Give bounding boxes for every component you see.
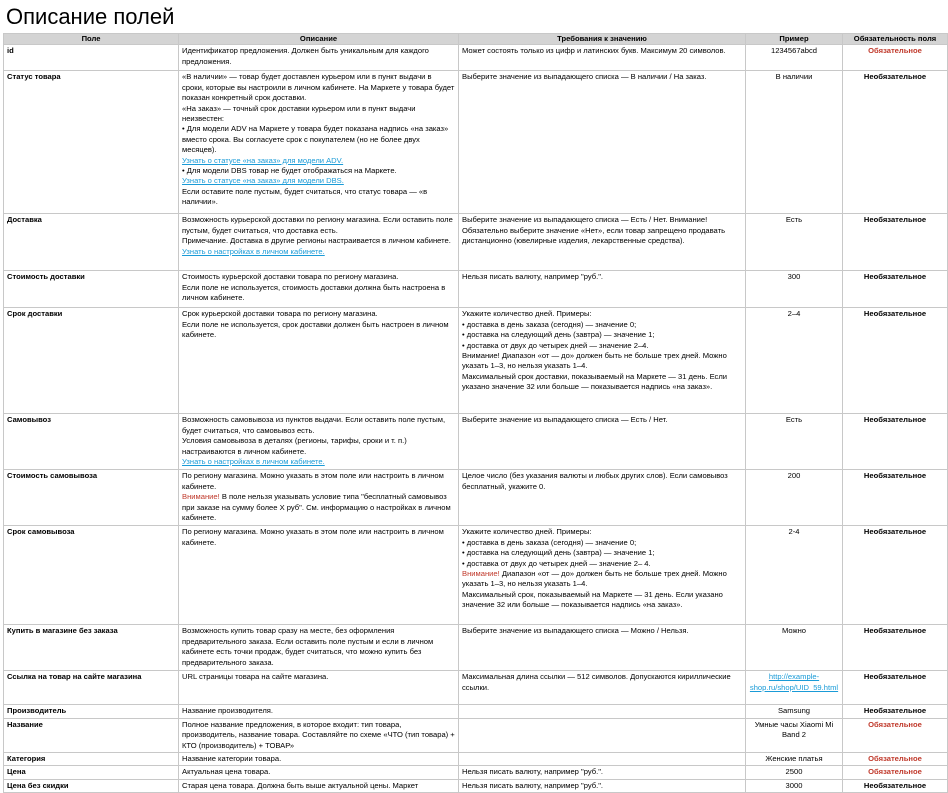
field-example: 2–4 (746, 308, 843, 414)
description-line: Внимание! В поле нельзя указывать условие типа "бесплатный самовывоз при заказе на сумму более Х руб". См. информацию о настройках в личном кабинете. (182, 492, 451, 523)
field-name: Стоимость самовывоза (4, 470, 179, 526)
description-line (182, 176, 455, 186)
field-description (179, 766, 459, 779)
field-example: Samsung (746, 705, 843, 718)
field-example: Умные часы Xiaomi Mi Band 2 (746, 718, 843, 752)
field-description (179, 705, 459, 718)
field-example: В наличии (746, 71, 843, 214)
requirement-line: Максимальный срок доставки, показываемый на Маркете — 31 день. Если указано значение 32 или больше — показывается надпись «на заказ». (462, 371, 728, 392)
requirement-line: Целое число (без указания валюты и любых других слов). Если самовывоз бесплатный, укажите 0. (462, 471, 728, 491)
field-obligation: Обязательное (843, 753, 948, 766)
description-line: «На заказ» — точный срок доставки курьером или в пункт выдачи неизвестен: (182, 103, 416, 124)
table-row (4, 718, 948, 752)
field-requirements (459, 705, 746, 718)
description-line: Если поле не используется, срок доставки должен быть настроен в личном кабинете. (182, 319, 449, 340)
requirement-line: Максимальный срок, показываемый на Маркете — 31 день. Если указано значение 32 или больше — показывается надпись «на заказ». (462, 589, 723, 610)
description-line (182, 457, 455, 467)
field-obligation: Необязательное (843, 671, 948, 705)
description-line: Если поле не используется, стоимость доставки должна быть настроена в личном кабинете. (182, 282, 446, 303)
field-description (179, 71, 459, 214)
field-obligation: Обязательное (843, 45, 948, 71)
requirement-line: • доставка на следующий день (завтра) — значение 1; (462, 330, 655, 340)
header-example: Пример (746, 34, 843, 45)
header-field: Поле (4, 34, 179, 45)
description-line: Возможность курьерской доставки по региону магазина. Если оставить поле пустым, будет считаться, что доставка есть. (182, 215, 453, 235)
field-obligation: Необязательное (843, 214, 948, 271)
field-obligation: Необязательное (843, 271, 948, 308)
table-row (4, 308, 948, 414)
field-example: Есть (746, 214, 843, 271)
field-obligation: Необязательное (843, 779, 948, 792)
requirement-line: Выберите значение из выпадающего списка — Есть / Нет. (462, 415, 668, 425)
field-description (179, 671, 459, 705)
field-example: 2-4 (746, 526, 843, 625)
table-row (4, 71, 948, 214)
field-name: Цена без скидки (4, 779, 179, 792)
warning-label: Внимание! (182, 492, 220, 502)
description-line: Если оставите поле пустым, будет считаться, что статус товара — «в наличии». (182, 186, 428, 207)
field-requirements (459, 753, 746, 766)
field-name: Срок доставки (4, 308, 179, 414)
field-requirements (459, 71, 746, 214)
field-requirements (459, 766, 746, 779)
description-line: • Для модели DBS товар не будет отображаться на Маркете. (182, 166, 397, 176)
field-description (179, 753, 459, 766)
description-line: • Для модели ADV на Маркете у товара будет показана надпись «на заказ» вместо срока. Вы согласуете срок с покупателем (но не более двух месяцев). (182, 124, 449, 155)
table-row (4, 414, 948, 470)
field-description (179, 414, 459, 470)
requirement-line: Может состоять только из цифр и латинских букв. Максимум 20 символов. (462, 46, 726, 56)
field-name: Цена (4, 766, 179, 779)
field-name: Доставка (4, 214, 179, 271)
field-name: Категория (4, 753, 179, 766)
description-line: Возможность купить товар сразу на месте, без оформления предварительного заказа. Если оставить поле пустым и если в личном кабинете есть точки продаж, будет считаться, что можно купить без предварительного заказа. (182, 626, 434, 667)
table-row (4, 271, 948, 308)
description-line: URL страницы товара на сайте магазина. (182, 672, 329, 682)
help-link[interactable]: Узнать о статусе «на заказ» для модели ADV. (182, 155, 344, 165)
field-requirements (459, 625, 746, 671)
description-line: Стоимость курьерской доставки товара по региону магазина. (182, 272, 399, 282)
table-row (4, 470, 948, 526)
description-line: Идентификатор предложения. Должен быть уникальным для каждого предложения. (182, 46, 429, 66)
field-name: Статус товара (4, 71, 179, 214)
field-description (179, 214, 459, 271)
field-requirements (459, 45, 746, 71)
table-row (4, 671, 948, 705)
field-name: Срок самовывоза (4, 526, 179, 625)
field-obligation: Необязательное (843, 308, 948, 414)
requirement-line: • доставка от двух до четырех дней — значение 2–4. (462, 340, 649, 350)
field-requirements (459, 671, 746, 705)
table-row (4, 705, 948, 718)
field-example: 1234567abcd (746, 45, 843, 71)
field-name: Самовывоз (4, 414, 179, 470)
field-obligation: Необязательное (843, 71, 948, 214)
requirement-line: Выберите значение из выпадающего списка — Можно / Нельзя. (462, 626, 689, 636)
field-requirements (459, 779, 746, 792)
table-row (4, 753, 948, 766)
field-requirements (459, 414, 746, 470)
description-line: Срок курьерской доставки товара по региону магазина. (182, 309, 378, 319)
table-row (4, 625, 948, 671)
field-requirements (459, 271, 746, 308)
requirement-line: • доставка в день заказа (сегодня) — значение 0; (462, 537, 637, 547)
field-example: Женские платья (746, 753, 843, 766)
field-name: Название (4, 718, 179, 752)
field-description (179, 625, 459, 671)
description-line: По региону магазина. Можно указать в этом поле или настроить в личном кабинете. (182, 527, 444, 547)
help-link[interactable]: Узнать о статусе «на заказ» для модели DBS. (182, 176, 344, 186)
requirement-line: Выберите значение из выпадающего списка — Есть / Нет. Внимание! Обязательно выберите значение «Нет», если товар запрещено продавать дистанционно (ювелирные изделия, лекарственные средства). (462, 215, 726, 246)
field-example: Есть (746, 414, 843, 470)
field-description (179, 779, 459, 792)
requirement-line: • доставка от двух до четырех дней — значение 2– 4. (462, 558, 651, 568)
field-requirements (459, 308, 746, 414)
requirement-line: • доставка на следующий день (завтра) — значение 1; (462, 548, 655, 558)
field-requirements (459, 470, 746, 526)
requirement-line: Максимальная длина ссылки — 512 символов. Допускаются кириллические ссылки. (462, 672, 731, 692)
page-title: Описание полей (6, 4, 175, 29)
requirement-line: Внимание! Диапазон «от — до» должен быть не больше трех дней. Можно указать 1–3, но нельзя указать 1–4. (462, 351, 727, 371)
field-obligation: Необязательное (843, 414, 948, 470)
table-row (4, 766, 948, 779)
field-obligation: Обязательное (843, 766, 948, 779)
field-obligation: Необязательное (843, 705, 948, 718)
field-description (179, 271, 459, 308)
header-requirements: Требования к значению (459, 34, 746, 45)
header-row (4, 34, 948, 45)
field-description (179, 718, 459, 752)
field-example: 200 (746, 470, 843, 526)
field-example (746, 671, 843, 705)
description-line: «В наличии» — товар будет доставлен курьером или в пункт выдачи в сроки, которые вы настроили в личном кабинете. На Маркете у товара будет показан конкретный срок доставки. (182, 72, 455, 103)
field-obligation: Обязательное (843, 718, 948, 752)
requirement-line: Укажите количество дней. Примеры: (462, 309, 592, 319)
field-obligation: Необязательное (843, 625, 948, 671)
table-row (4, 45, 948, 71)
field-requirements (459, 214, 746, 271)
table-row (4, 526, 948, 625)
field-name: Производитель (4, 705, 179, 718)
description-line (182, 156, 455, 166)
field-name: Стоимость доставки (4, 271, 179, 308)
description-line: По региону магазина. Можно указать в этом поле или настроить в личном кабинете. (182, 471, 444, 491)
requirement-line: Нельзя писать валюту, например "руб.". (462, 780, 603, 790)
field-description (179, 470, 459, 526)
fields-table (3, 33, 948, 793)
field-requirements (459, 526, 746, 625)
requirement-line: • доставка в день заказа (сегодня) — значение 0; (462, 319, 637, 329)
help-link[interactable]: Узнать о настройках в личном кабинете. (182, 457, 325, 467)
field-obligation: Необязательное (843, 526, 948, 625)
table-row (4, 779, 948, 792)
requirement-line: Укажите количество дней. Примеры: (462, 527, 592, 537)
description-line (182, 247, 455, 257)
field-name: id (4, 45, 179, 71)
help-link[interactable]: Узнать о настройках в личном кабинете. (182, 246, 325, 256)
field-description (179, 526, 459, 625)
description-line: Название производителя. (182, 706, 274, 716)
example-link[interactable]: http://example-shop.ru/shop/UID_59.html (749, 672, 839, 692)
description-line: Название категории товара. (182, 754, 282, 764)
field-name: Ссылка на товар на сайте магазина (4, 671, 179, 705)
warning-label: Внимание! (462, 569, 500, 579)
field-description (179, 45, 459, 71)
description-line: Примечание. Доставка в другие регионы настраивается в личном кабинете. (182, 236, 451, 246)
requirement-line: Внимание! Диапазон «от — до» должен быть не больше трех дней. Можно указать 1–3, но нельзя указать 1–4. (462, 569, 727, 589)
field-example: 3000 (746, 779, 843, 792)
header-obligation: Обязательность поля (843, 34, 948, 45)
field-description (179, 308, 459, 414)
description-line: Старая цена товара. Должна быть выше актуальной цены. Маркет (182, 780, 419, 790)
field-example: Можно (746, 625, 843, 671)
description-line: Актуальная цена товара. (182, 767, 271, 777)
requirement-line: Выберите значение из выпадающего списка — В наличии / На заказ. (462, 72, 707, 82)
field-example: 2500 (746, 766, 843, 779)
field-name: Купить в магазине без заказа (4, 625, 179, 671)
field-example: 300 (746, 271, 843, 308)
requirement-line: Нельзя писать валюту, например "руб.". (462, 767, 603, 777)
field-obligation: Необязательное (843, 470, 948, 526)
table-row (4, 214, 948, 271)
description-line: Условия самовывоза в деталях (регионы, тарифы, сроки и т. п.) настраиваются в личном кабинете. (182, 436, 407, 456)
description-line: Полное название предложения, в которое входит: тип товара, производитель, название товара. Составляйте по схеме «ЧТО (тип товара) + КТО (производитель) + ТОВАР» (182, 719, 455, 750)
field-requirements (459, 718, 746, 752)
header-description: Описание (179, 34, 459, 45)
description-line: Возможность самовывоза из пунктов выдачи. Если оставить поле пустым, будет считаться, что самовывоз есть. (182, 415, 446, 435)
requirement-line: Нельзя писать валюту, например "руб.". (462, 272, 603, 282)
